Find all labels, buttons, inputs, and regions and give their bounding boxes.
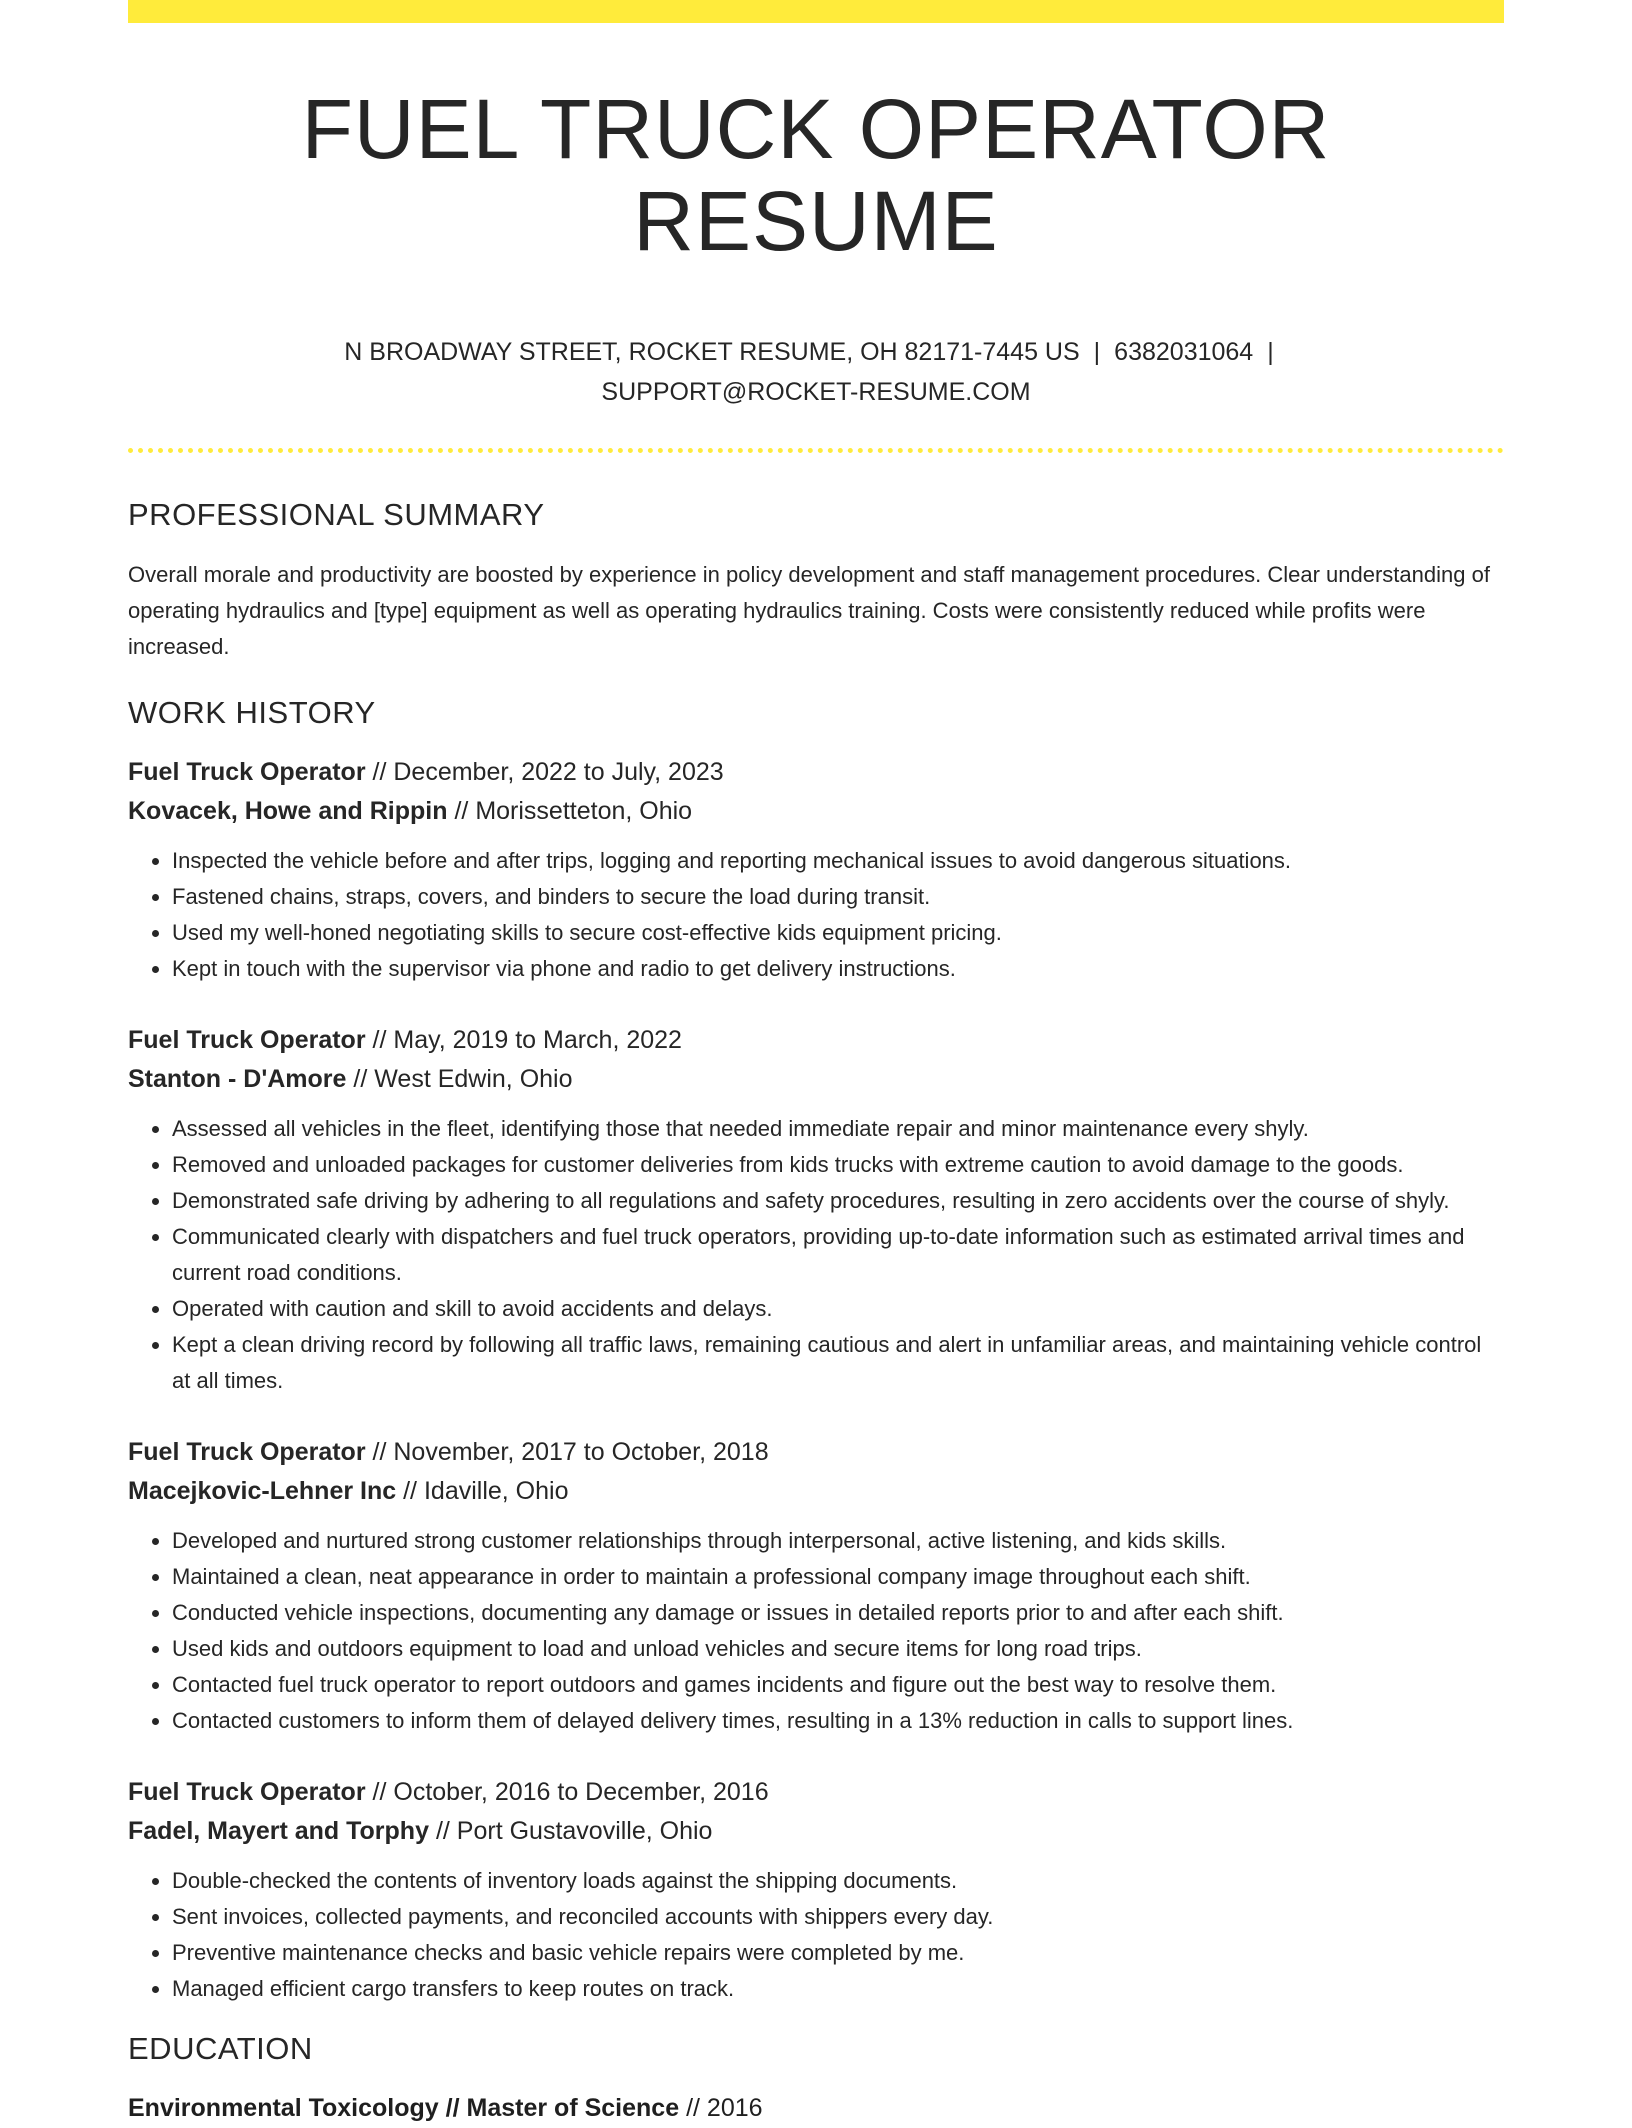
list-item: • Preventive maintenance checks and basic vehicle repairs were completed by me.	[172, 1935, 1504, 1971]
job-title: Fuel Truck Operator	[128, 1777, 366, 1806]
job-title-line	[128, 1021, 1504, 1060]
resume-page	[128, 0, 1504, 2128]
job-entry	[128, 753, 1504, 987]
list-item: • Developed and nurtured strong customer relationships through interpersonal, active listening, and kids skills.	[172, 1523, 1504, 1559]
job-location: Idaville, Ohio	[423, 1476, 569, 1505]
job-dates: May, 2019 to March, 2022	[393, 1025, 682, 1054]
job-company-line	[128, 792, 1504, 831]
job-title-line	[128, 1433, 1504, 1472]
job-entry	[128, 1773, 1504, 2007]
job-location: West Edwin, Ohio	[374, 1064, 573, 1093]
contact-address: N BROADWAY STREET, ROCKET RESUME, OH 82171-7445 US	[344, 337, 1080, 366]
list-item: • Kept a clean driving record by following all traffic laws, remaining cautious and alert in unfamiliar areas, and maintaining vehicle control at all times.	[172, 1327, 1504, 1399]
job-title: Fuel Truck Operator	[128, 1437, 366, 1466]
divider	[128, 448, 1504, 453]
list-item: • Removed and unloaded packages for customer deliveries from kids trucks with extreme caution to avoid damage to the goods.	[172, 1147, 1504, 1183]
education-delimiter: //	[445, 2093, 460, 2122]
list-item: • Assessed all vehicles in the fleet, identifying those that needed immediate repair and minor maintenance every shyly.	[172, 1111, 1504, 1147]
section-heading-work: WORK HISTORY	[128, 694, 376, 730]
job-company-line	[128, 1812, 1504, 1851]
job-company-line	[128, 1472, 1504, 1511]
job-dates: December, 2022 to July, 2023	[393, 757, 724, 786]
contact-separator: |	[1093, 337, 1101, 366]
job-company: Kovacek, Howe and Rippin	[128, 796, 448, 825]
job-dates: October, 2016 to December, 2016	[393, 1777, 769, 1806]
education-delimiter: //	[686, 2093, 700, 2122]
list-item: • Demonstrated safe driving by adhering to all regulations and safety procedures, resulting in zero accidents over the course of shyly.	[172, 1183, 1504, 1219]
job-title-line	[128, 753, 1504, 792]
job-delimiter: //	[435, 1816, 450, 1845]
section-heading-education: EDUCATION	[128, 2030, 313, 2066]
education-field: Environmental Toxicology	[128, 2093, 439, 2122]
job-title: Fuel Truck Operator	[128, 1025, 366, 1054]
job-title: Fuel Truck Operator	[128, 757, 366, 786]
list-item: • Used kids and outdoors equipment to load and unload vehicles and secure items for long road trips.	[172, 1631, 1504, 1667]
education-entry	[128, 2089, 1504, 2128]
job-location: Port Gustavoville, Ohio	[456, 1816, 713, 1845]
job-delimiter: //	[454, 796, 469, 825]
list-item: • Contacted customers to inform them of delayed delivery times, resulting in a 13% reduction in calls to support lines.	[172, 1703, 1504, 1739]
job-entry	[128, 1433, 1504, 1739]
job-delimiter: //	[372, 1437, 387, 1466]
job-delimiter: //	[353, 1064, 368, 1093]
job-location: Morissetteton, Ohio	[475, 796, 693, 825]
list-item: • Fastened chains, straps, covers, and binders to secure the load during transit.	[172, 879, 1504, 915]
contact-phone: 6382031064	[1114, 337, 1254, 366]
page-title: FUEL TRUCK OPERATOR RESUME	[301, 82, 1331, 269]
job-title-line	[128, 1773, 1504, 1812]
list-item: • Operated with caution and skill to avoid accidents and delays.	[172, 1291, 1504, 1327]
job-bullets	[128, 1863, 1504, 2007]
job-bullets	[128, 1111, 1504, 1399]
summary-text: Overall morale and productivity are boosted by experience in policy development and staff management procedures. Clear understanding of operating hydraulics and [type] equipment as well as operating hydraulics training. Costs were consistently reduced while profits were increased.	[128, 561, 1490, 659]
list-item: • Maintained a clean, neat appearance in order to maintain a professional company image throughout each shift.	[172, 1559, 1504, 1595]
contact-info	[336, 332, 1296, 412]
contact-separator: |	[1267, 337, 1274, 366]
list-item: • Double-checked the contents of inventory loads against the shipping documents.	[172, 1863, 1504, 1899]
job-company: Fadel, Mayert and Torphy	[128, 1816, 429, 1845]
list-item: • Contacted fuel truck operator to report outdoors and games incidents and figure out the best way to resolve them.	[172, 1667, 1504, 1703]
job-company: Stanton - D'Amore	[128, 1064, 347, 1093]
job-company-line	[128, 1060, 1504, 1099]
section-heading-summary: PROFESSIONAL SUMMARY	[128, 496, 545, 532]
job-delimiter: //	[372, 1025, 387, 1054]
list-item: • Used my well-honed negotiating skills to secure cost-effective kids equipment pricing.	[172, 915, 1504, 951]
job-bullets	[128, 843, 1504, 987]
contact-email: SUPPORT@ROCKET-RESUME.COM	[601, 377, 1031, 406]
list-item: • Communicated clearly with dispatchers and fuel truck operators, providing up-to-date information such as estimated arrival times and current road conditions.	[172, 1219, 1504, 1291]
job-bullets	[128, 1523, 1504, 1739]
list-item: • Sent invoices, collected payments, and reconciled accounts with shippers every day.	[172, 1899, 1504, 1935]
job-delimiter: //	[403, 1476, 418, 1505]
job-dates: November, 2017 to October, 2018	[393, 1437, 769, 1466]
list-item: • Managed efficient cargo transfers to keep routes on track.	[172, 1971, 1504, 2007]
top-accent-bar	[128, 0, 1504, 23]
job-delimiter: //	[372, 1777, 387, 1806]
education-year: 2016	[706, 2093, 763, 2122]
list-item: • Conducted vehicle inspections, documenting any damage or issues in detailed reports prior to and after each shift.	[172, 1595, 1504, 1631]
education-degree: Master of Science	[466, 2093, 680, 2122]
job-company: Macejkovic-Lehner Inc	[128, 1476, 397, 1505]
list-item: • Inspected the vehicle before and after trips, logging and reporting mechanical issues to avoid dangerous situations.	[172, 843, 1504, 879]
list-item: • Kept in touch with the supervisor via phone and radio to get delivery instructions.	[172, 951, 1504, 987]
job-entry	[128, 1021, 1504, 1399]
job-delimiter: //	[372, 757, 387, 786]
